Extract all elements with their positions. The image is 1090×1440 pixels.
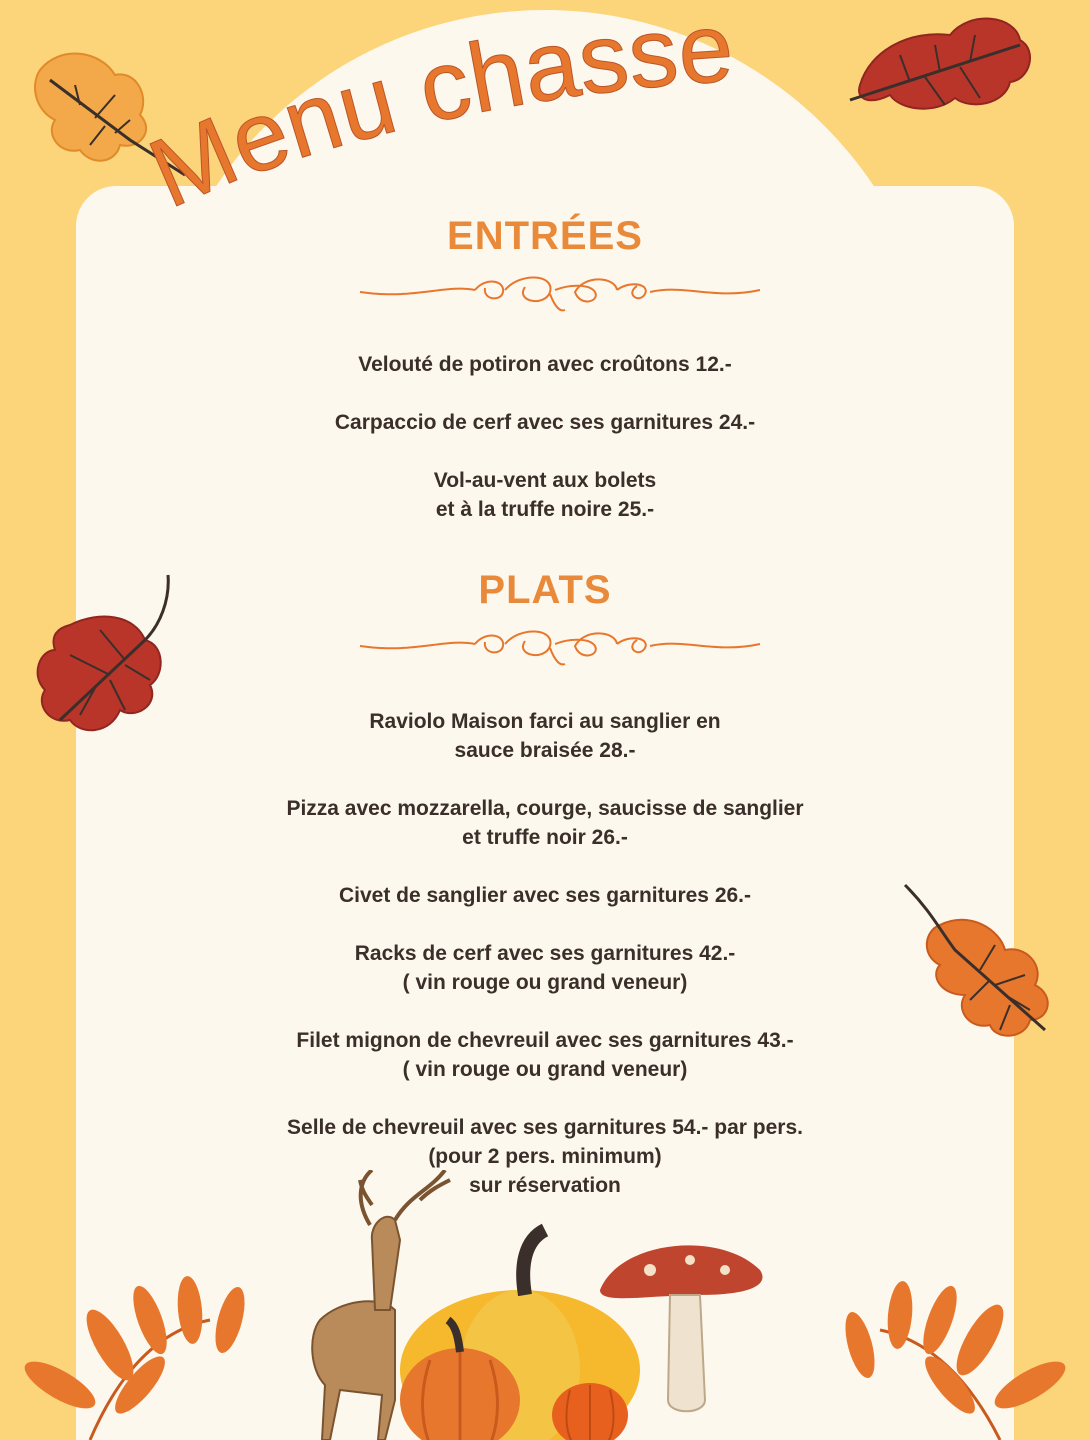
autumn-scene-illustration — [0, 1170, 1090, 1440]
menu-item-line: Racks de cerf avec ses garnitures 42.- — [354, 942, 736, 965]
menu-item-line: et truffe noir 26.- — [462, 826, 628, 849]
page-title: Menu chasse — [134, 0, 737, 229]
oak-leaf-icon — [30, 570, 180, 750]
menu-item — [0, 350, 1090, 379]
flourish-divider-icon — [355, 616, 765, 666]
oak-leaf-icon — [840, 1280, 1072, 1440]
menu-item-line: Velouté de potiron avec croûtons 12.- — [358, 353, 732, 376]
menu-item-line: et à la truffe noire 25.- — [435, 498, 655, 521]
menu-item — [0, 408, 1090, 437]
section-heading-entrees: ENTRÉES — [447, 214, 643, 258]
menu-item-line: (pour 2 pers. minimum) — [428, 1145, 662, 1168]
menu-item — [0, 466, 1090, 524]
menu-item-line: Vol-au-vent aux bolets — [433, 469, 657, 492]
menu-item-line: ( vin rouge ou grand veneur) — [402, 1058, 688, 1081]
menu-item-line: Civet de sanglier avec ses garnitures 26.- — [338, 884, 752, 907]
menu-item-line: Pizza avec mozzarella, courge, saucisse de sanglier — [286, 797, 804, 820]
menu-item — [0, 794, 1090, 852]
menu-item-line: Filet mignon de chevreuil avec ses garnitures 43.- — [296, 1029, 794, 1052]
menu-item-line: Raviolo Maison farci au sanglier en — [369, 710, 721, 733]
flourish-divider-icon — [355, 262, 765, 312]
menu-item-line: sur réservation — [469, 1174, 621, 1197]
menu-item-line: Selle de chevreuil avec ses garnitures 54.- par pers. — [287, 1116, 803, 1139]
svg-text:Menu chasse — [134, 0, 736, 228]
oak-leaf-icon — [18, 1275, 250, 1440]
menu-item-line: ( vin rouge ou grand veneur) — [402, 971, 688, 994]
section-heading-plats: PLATS — [478, 568, 612, 612]
menu-item-line: sauce braisée 28.- — [454, 739, 636, 762]
menu-item-line: Carpaccio de cerf avec ses garnitures 24.- — [334, 411, 756, 434]
entrees-list — [0, 350, 1090, 524]
oak-leaf-icon — [900, 880, 1070, 1050]
